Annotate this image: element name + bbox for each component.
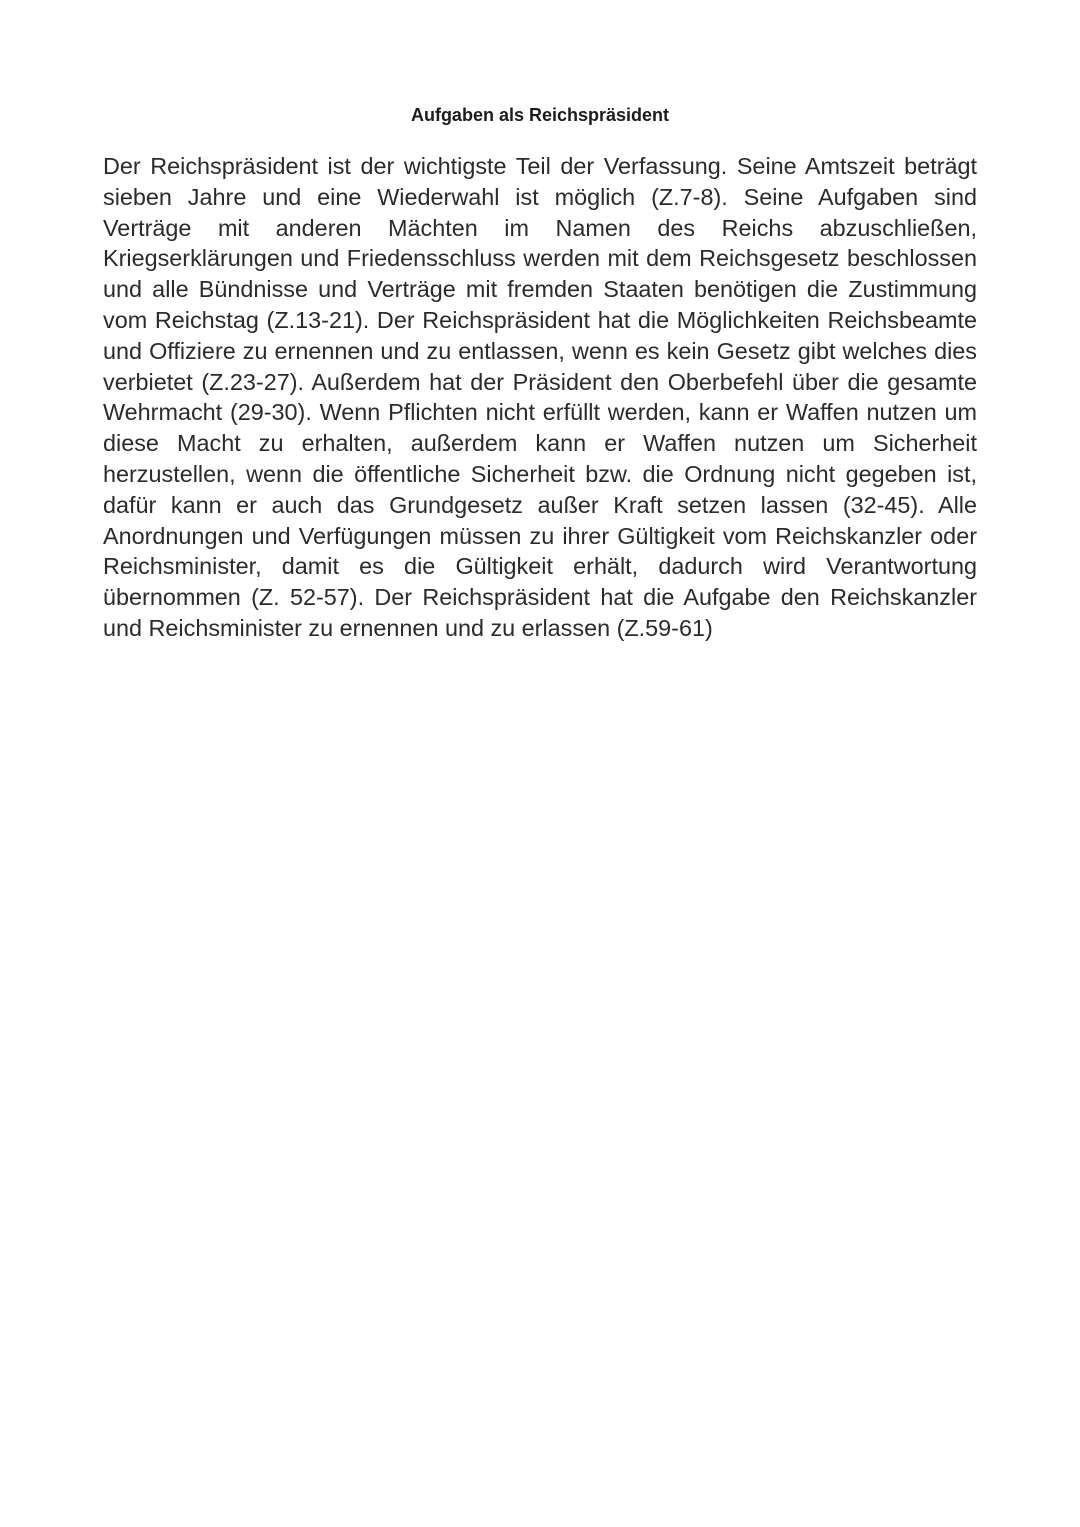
- document-body-paragraph: Der Reichspräsident ist der wichtigste Teil der Verfassung. Seine Amtszeit beträgt sieben Jahre und eine Wiederwahl ist möglich (Z.7-8). Seine Aufgaben sind Verträge mit anderen Mächten im Namen des Reichs abzuschließen, Kriegserklärungen und Friedensschluss werden mit dem Reichsgesetz beschlossen und alle Bündnisse und Verträge mit fremden Staaten benötigen die Zustimmung vom Reichstag (Z.13-21). Der Reichspräsident hat die Möglichkeiten Reichsbeamte und Offiziere zu ernennen und zu entlassen, wenn es kein Gesetz gibt welches dies verbietet (Z.23-27). Außerdem hat der Präsident den Oberbefehl über die gesamte Wehrmacht (29-30). Wenn Pflichten nicht erfüllt werden, kann er Waffen nutzen um diese Macht zu erhalten, außerdem kann er Waffen nutzen um Sicherheit herzustellen, wenn die öffentliche Sicherheit bzw. die Ordnung nicht gegeben ist, dafür kann er auch das Grundgesetz außer Kraft setzen lassen (32-45). Alle Anordnungen und Verfügungen müssen zu ihrer Gültigkeit vom Reichskanzler oder Reichsminister, damit es die Gültigkeit erhält, dadurch wird Verantwortung übernommen (Z. 52-57). Der Reichspräsident hat die Aufgabe den Reichskanzler und Reichsminister zu ernennen und zu erlassen (Z.59-61): [103, 153, 977, 641]
- document-title: Aufgaben als Reichspräsident: [410, 105, 670, 125]
